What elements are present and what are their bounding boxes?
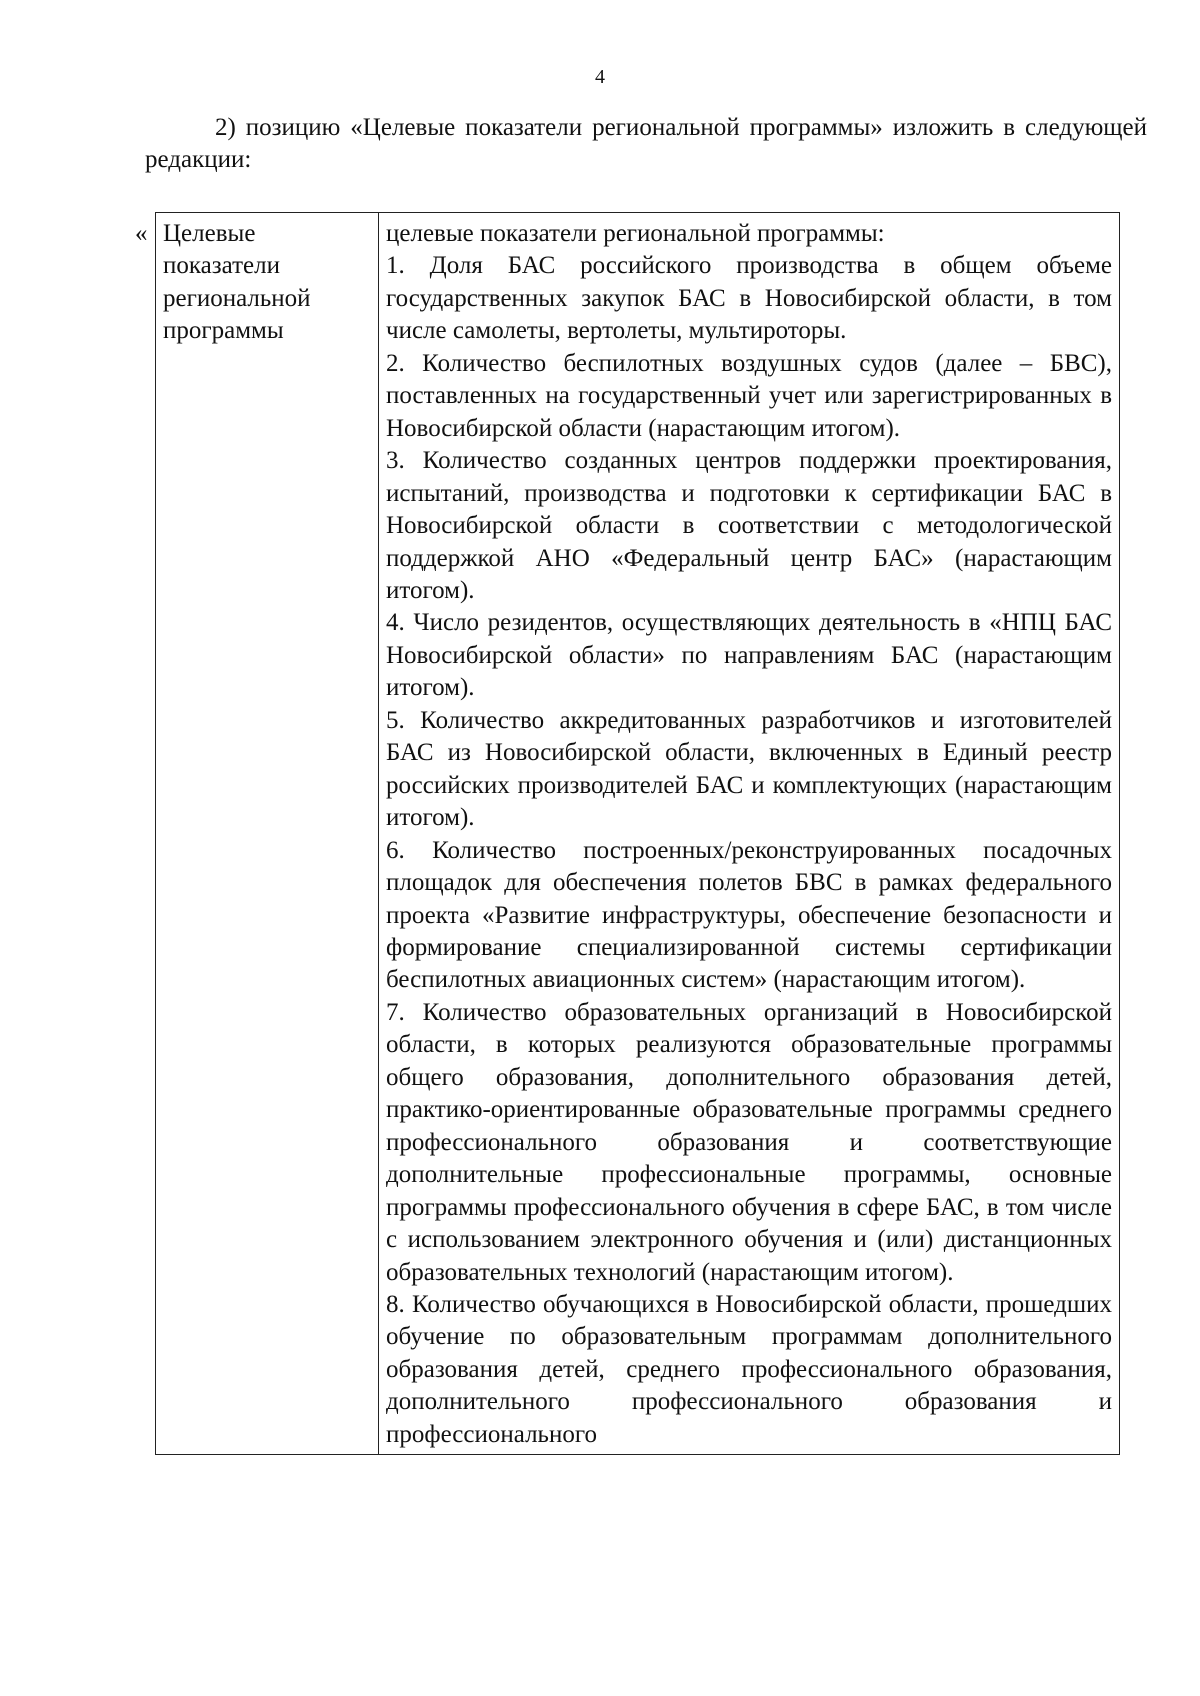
indicator-item-3: 3. Количество созданных центров поддержки проектирования, испытаний, производства и подготовки к сертификации БАС в Новосибирской области в соответствии с методологической поддержкой АНО «Федеральный центр БАС» (нарастающим итогом). [386, 447, 1112, 604]
row-content-cell [379, 213, 1120, 1455]
row-label-text: Целевые показатели региональной программы [163, 220, 311, 345]
indicators-heading: целевые показатели региональной программы: [386, 220, 885, 247]
intro-paragraph: 2) позицию «Целевые показатели региональной программы» изложить в следующей редакции: [145, 114, 1147, 173]
indicator-item-1: 1. Доля БАС российского производства в общем объеме государственных закупок БАС в Новосибирской области, в том числе самолеты, вертолеты, мультироторы. [386, 252, 1112, 345]
indicator-item-4: 4. Число резидентов, осуществляющих деятельность в «НПЦ БАС Новосибирской области» по направлениям БАС (нарастающим итогом). [386, 609, 1112, 702]
page-number: 4 [595, 66, 605, 88]
indicator-item-6: 6. Количество построенных/реконструированных посадочных площадок для обеспечения полетов БВС в рамках федерального проекта «Развитие инфраструктуры, обеспечение безопасности и формирование специализированной системы сертификации беспилотных авиационных систем» (нарастающим итогом). [386, 836, 1112, 994]
indicator-item-2: 2. Количество беспилотных воздушных судов (далее – БВС), поставленных на государственный учет или зарегистрированных в Новосибирской области (нарастающим итогом). [386, 349, 1112, 442]
indicator-item-5: 5. Количество аккредитованных разработчиков и изготовителей БАС из Новосибирской области, включенных в Единый реестр российских производителей БАС и комплектующих (нарастающим итогом). [386, 706, 1112, 832]
table-row [156, 213, 1120, 1455]
indicator-item-8: 8. Количество обучающихся в Новосибирской области, прошедших обучение по образовательным программам дополнительного образования детей, среднего профессионального образования, дополнительного профессионального образования и профессионального [386, 1290, 1112, 1448]
opening-quote-mark: « [135, 220, 148, 247]
indicator-item-7: 7. Количество образовательных организаций в Новосибирской области, в которых реализуются образовательные программы общего образования, дополнительного образования детей, практико-ориентированные образовательные программы среднего профессионального образования и соответствующие дополнительные профессиональные программы, основные программы профессионального обучения в сфере БАС, в том числе с использованием электронного обучения и (или) дистанционных образовательных технологий (нарастающим итогом). [386, 998, 1112, 1286]
row-label-cell [156, 213, 379, 1455]
target-indicators-table [155, 212, 1120, 1455]
